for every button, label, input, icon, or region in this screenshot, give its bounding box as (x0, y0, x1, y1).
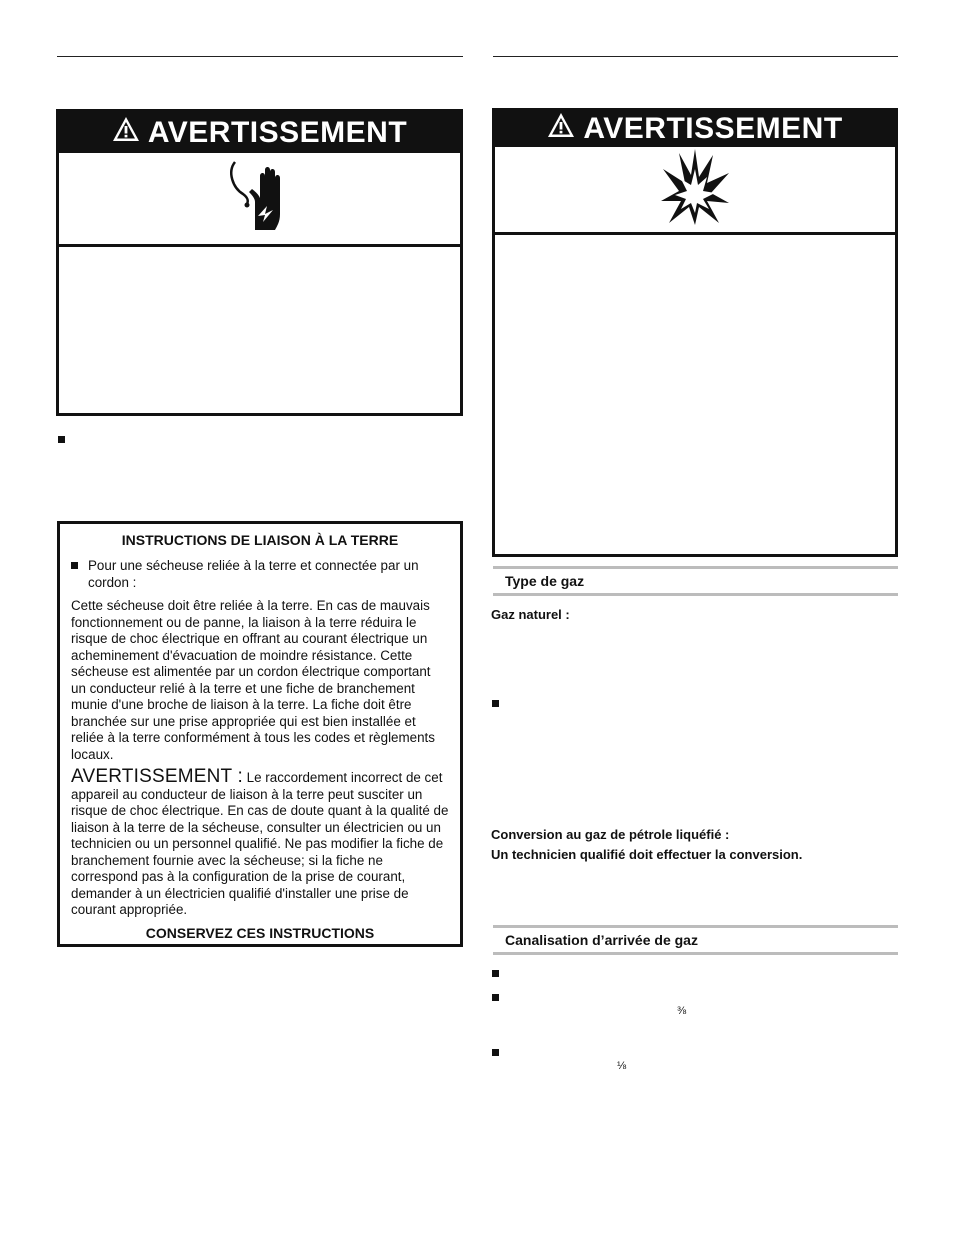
explosion-warning-box (492, 108, 898, 557)
section-gas-line-title: Canalisation d’arrivée de gaz (505, 932, 698, 948)
top-rule-left (57, 56, 463, 57)
section-gas-type-title: Type de gaz (505, 573, 585, 589)
conversion-label: Conversion au gaz de pétrole liquéfié : (491, 827, 730, 842)
electric-shock-warning-box (56, 109, 463, 416)
electric-shock-hand-icon (225, 158, 295, 239)
warning-triangle-icon (112, 116, 140, 150)
grounding-item-text: Pour une sécheuse reliée à la terre et connectée par un cordon : (88, 558, 419, 590)
bullet-marker (492, 700, 499, 707)
fraction-one-eighth: ⅛ (617, 1060, 627, 1072)
warning-icon-row (59, 153, 460, 247)
conversion-note: Un technicien qualifié doit effectuer la conversion. (491, 847, 803, 862)
warning-header (59, 112, 460, 153)
section-gas-type-bar (493, 566, 898, 596)
warning-header (495, 111, 895, 147)
warning-triangle-icon (547, 112, 575, 146)
bullet-marker (58, 436, 65, 443)
grounding-list-item (71, 558, 449, 591)
warning-icon-row (495, 147, 895, 235)
top-rule-right (493, 56, 898, 57)
grounding-warning-lead: AVERTISSEMENT : (71, 766, 243, 787)
bullet-marker (492, 970, 499, 977)
warning-title: AVERTISSEMENT (147, 115, 408, 149)
fraction-three-eighths: ⅜ (677, 1005, 687, 1017)
bullet-marker (492, 994, 499, 1001)
bullet-marker (71, 562, 78, 569)
grounding-footer: CONSERVEZ CES INSTRUCTIONS (145, 924, 375, 941)
warning-title: AVERTISSEMENT (583, 112, 843, 145)
bullet-marker (492, 1049, 499, 1056)
grounding-instructions-box (57, 521, 463, 947)
grounding-title: INSTRUCTIONS DE LIAISON À LA TERRE (121, 532, 399, 548)
grounding-warning-paragraph (71, 766, 449, 919)
section-gas-line-bar (493, 925, 898, 955)
grounding-warning-text: Le raccordement incorrect de cet appareil au conducteur de liaison à la terre peut susciter un risque de choc électrique. En cas de doute quant à la qualité de liaison à la terre de la sécheuse, consulter un électricien ou un technicien ou un personnel qualifié. Ne pas modifier la fiche de branchement fournie avec la sécheuse; si la fiche ne correspond pas à la configuration de la prise de courant, demander à un électricien qualifié d'installer une prise de courant appropriée. (71, 770, 449, 917)
natural-gas-label: Gaz naturel : (491, 607, 570, 622)
grounding-paragraph: Cette sécheuse doit être reliée à la terre. En cas de mauvais fonctionnement ou de panne, la liaison à la terre réduira le risque de choc électrique en offrant au courant électrique un acheminement d'évacuation de moindre résistance. Cette sécheuse est alimentée par un cordon électrique comportant un conducteur relié à la terre et une fiche de branchement munie d'une broche de liaison à la terre. La fiche doit être branchée sur une prise appropriée qui est bien installée et reliée à la terre conformément à tous les codes et règlements locaux. (71, 598, 435, 762)
explosion-icon (659, 147, 731, 232)
